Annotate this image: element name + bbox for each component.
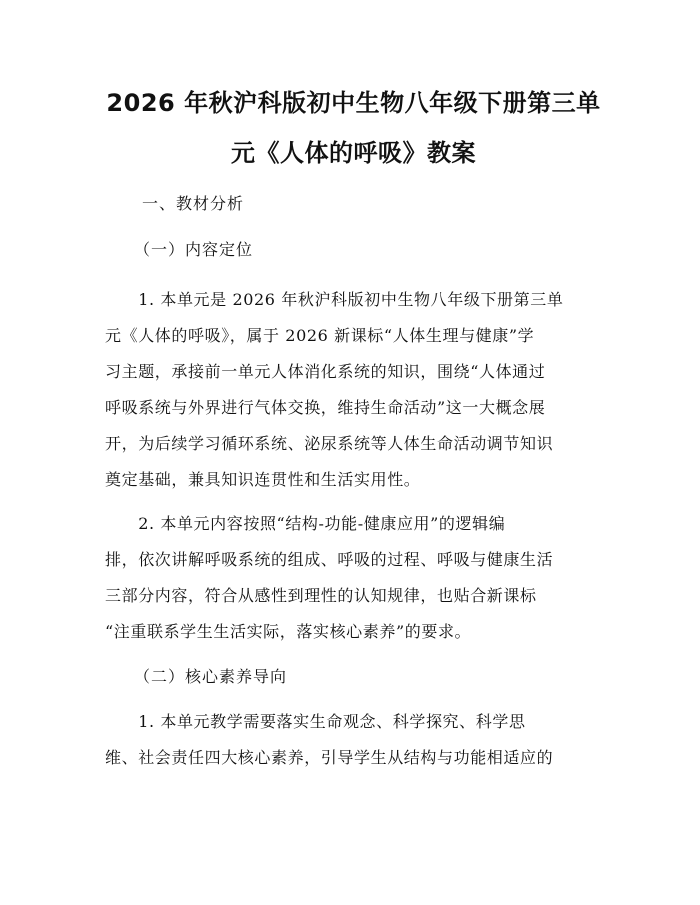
paragraph-line: 排，依次讲解呼吸系统的组成、呼吸的过程、呼吸与健康生活 — [105, 550, 554, 569]
title-line-1: 2026 年秋沪科版初中生物八年级下册第三单 — [106, 89, 601, 117]
subsection-heading-core-literacy: （二）核心素养导向 — [134, 667, 288, 686]
paragraph-core-literacy-1 — [105, 704, 600, 776]
section-heading-teaching-material-analysis: 一、教材分析 — [142, 194, 245, 213]
paragraph-line: 呼吸系统与外界进行气体交换，维持生命活动”这一大概念展 — [105, 398, 546, 417]
paragraph-line: 开，为后续学习循环系统、泌尿系统等人体生命活动调节知识 — [105, 434, 554, 453]
paragraph-line: 奠定基础，兼具知识连贯性和生活实用性。 — [105, 470, 421, 489]
paragraph-line: 1. 本单元是 2026 年秋沪科版初中生物八年级下册第三单 — [105, 290, 564, 309]
document-title — [105, 0, 602, 178]
paragraph-line: 三部分内容，符合从感性到理性的认知规律，也贴合新课标 — [105, 586, 537, 605]
title-line-2: 元《人体的呼吸》教案 — [231, 139, 476, 167]
paragraph-line: “注重联系学生生活实际，落实核心素养”的要求。 — [105, 622, 472, 641]
paragraph-line: 维、社会责任四大核心素养，引导学生从结构与功能相适应的 — [105, 748, 554, 767]
paragraph-content-positioning-2 — [105, 506, 600, 650]
paragraph-content-positioning-1 — [105, 282, 600, 498]
paragraph-line: 习主题，承接前一单元人体消化系统的知识，围绕“人体通过 — [105, 362, 546, 381]
paragraph-line: 2. 本单元内容按照“结构-功能-健康应用”的逻辑编 — [105, 514, 506, 533]
subsection-heading-content-positioning: （一）内容定位 — [134, 240, 254, 259]
paragraph-line: 元《人体的呼吸》，属于 2026 新课标“人体生理与健康”学 — [105, 326, 535, 345]
paragraph-line: 1. 本单元教学需要落实生命观念、科学探究、科学思 — [105, 712, 526, 731]
